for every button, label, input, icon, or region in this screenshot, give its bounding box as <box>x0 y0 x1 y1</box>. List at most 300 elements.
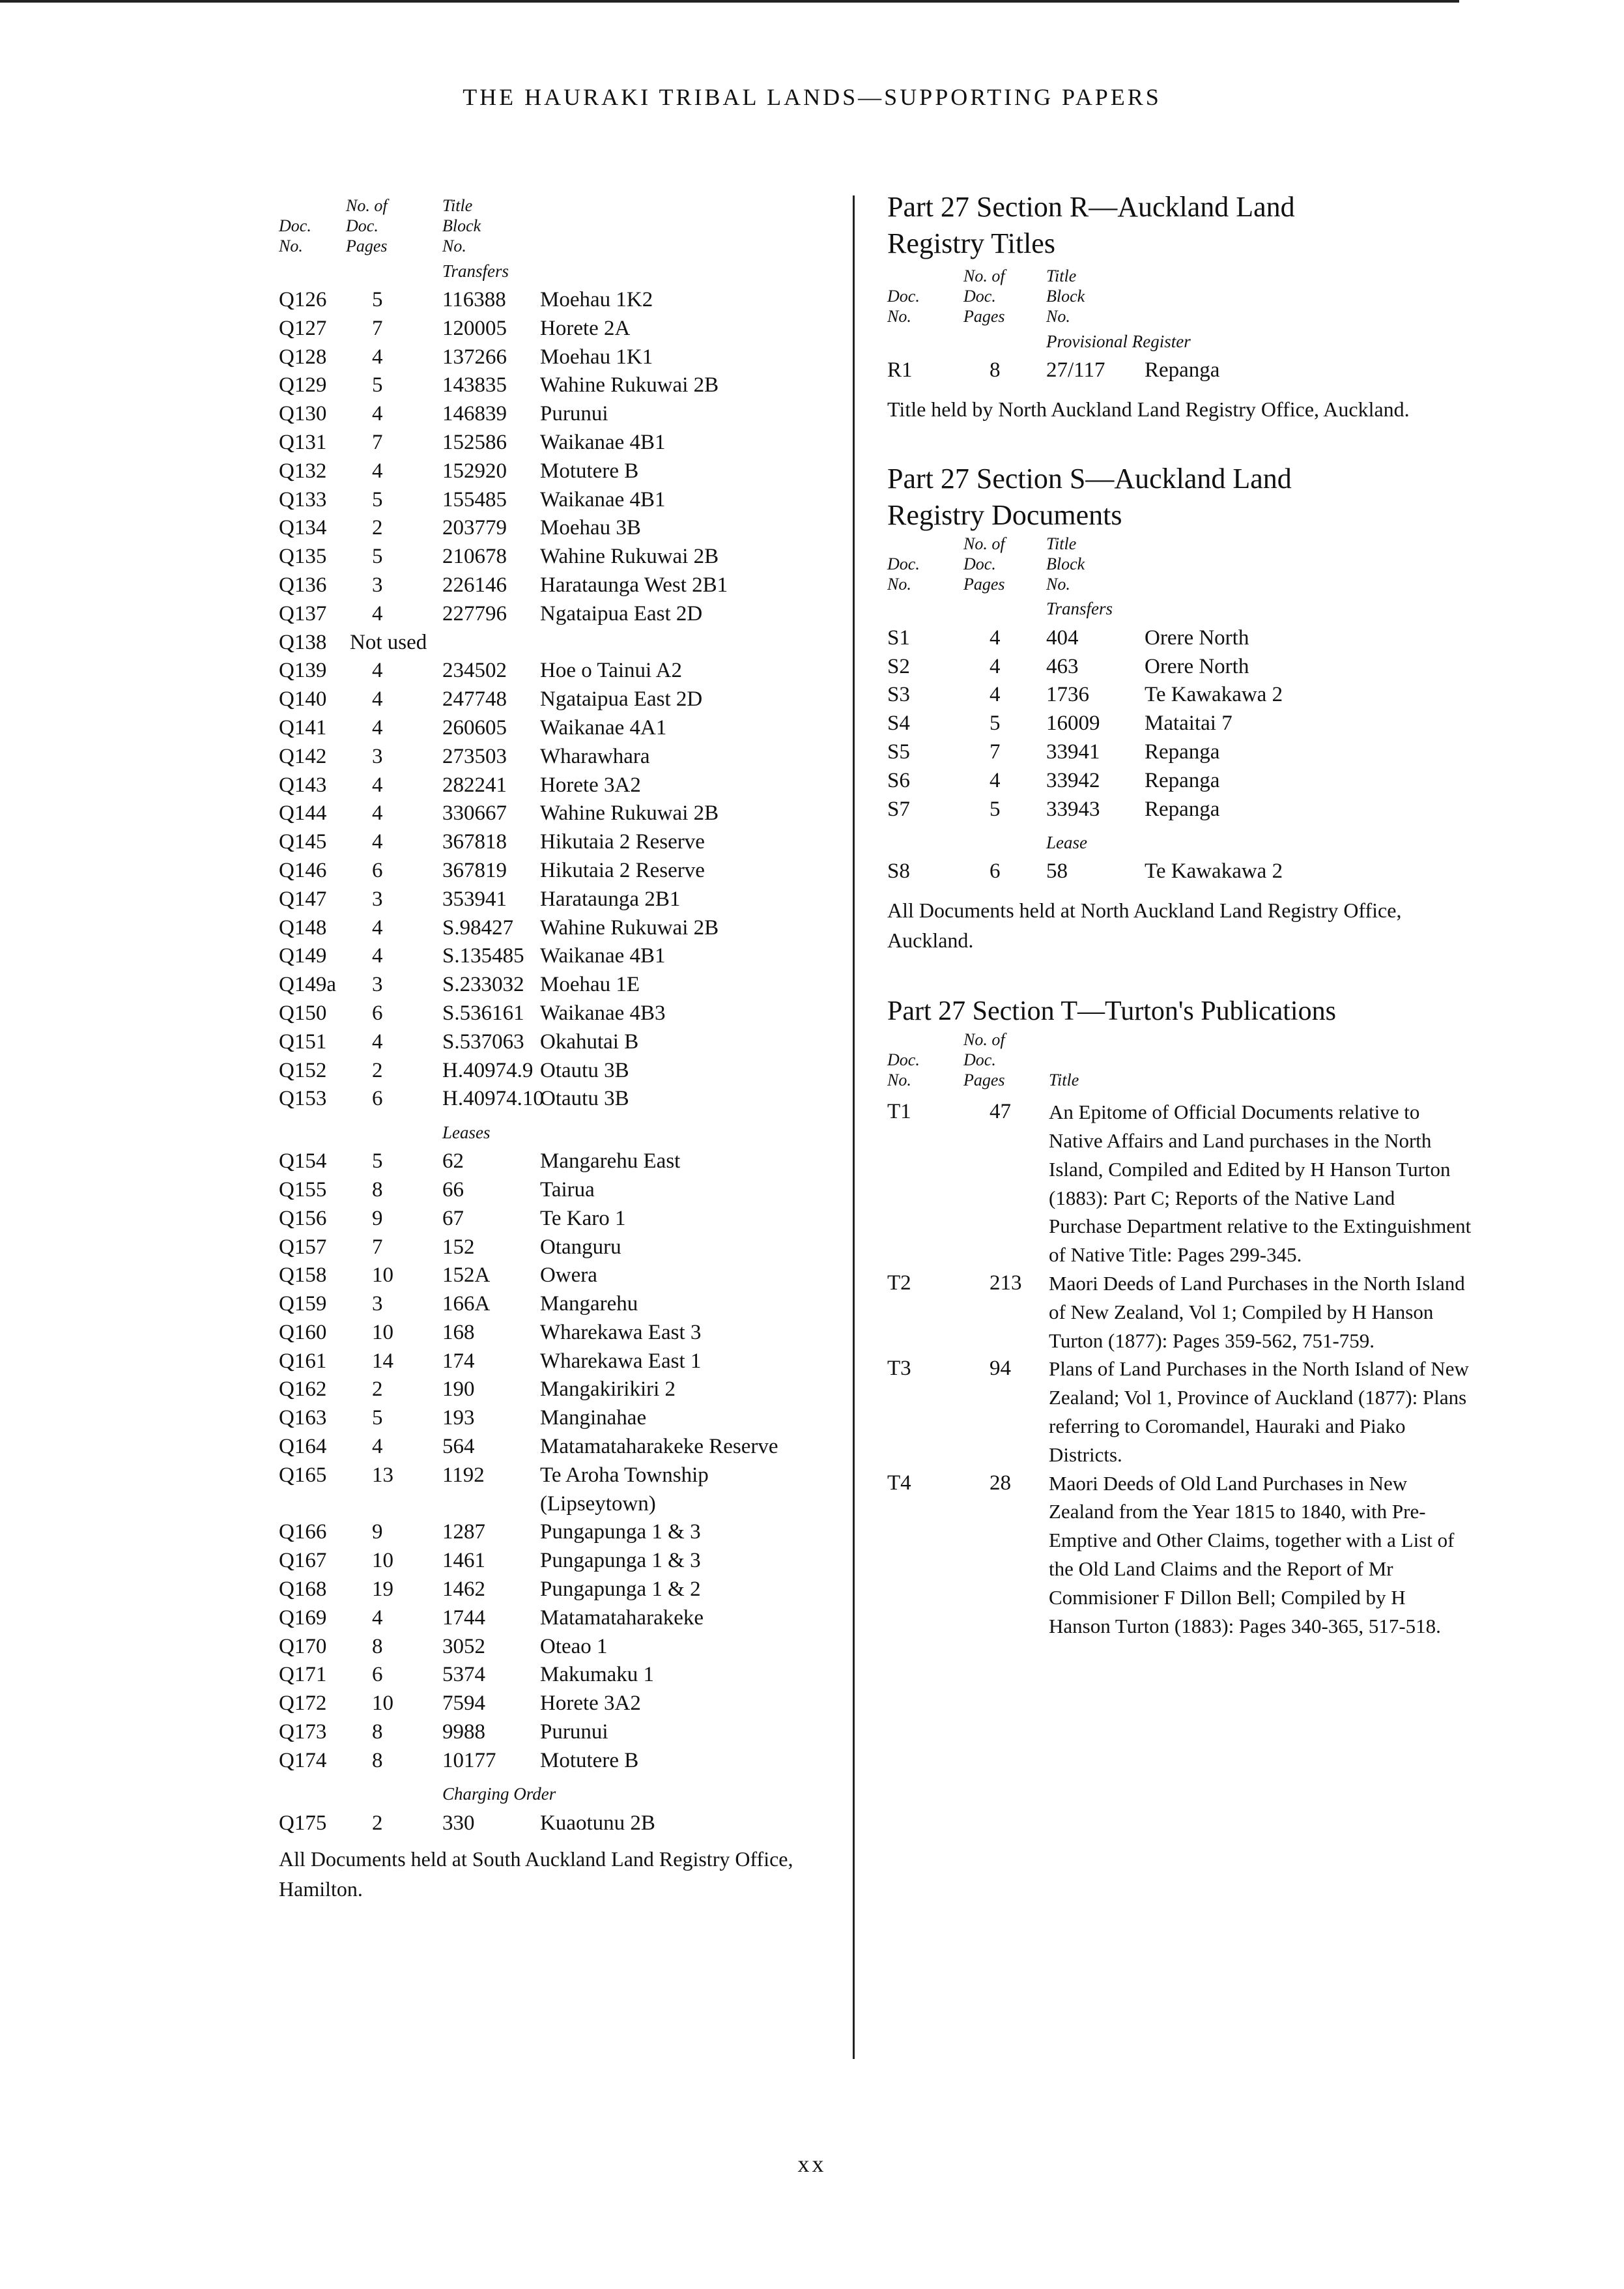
doc-pages: 3 <box>372 887 383 911</box>
s-header-doc-no: Doc. No. <box>887 554 920 594</box>
doc-no: R1 <box>887 358 913 382</box>
doc-no: Q159 <box>279 1292 327 1316</box>
doc-no: Q173 <box>279 1720 327 1744</box>
publication-title: An Epitome of Official Documents relative to Native Affairs and Land purchases in the North Island, Compiled and Edited by H Hanson Turton (1883): Part C; Reports of the Native Land Purchase Department relative to the Extinguishment of Native Title: Pages 299-345. <box>1049 1101 1472 1267</box>
table-row <box>279 1028 839 1057</box>
doc-pages: 4 <box>372 1435 383 1459</box>
doc-no: Q145 <box>279 830 327 854</box>
section-s-note: All Documents held at North Auckland Land Registry Office, Auckland. <box>887 899 1402 953</box>
doc-no: T1 <box>887 1100 911 1124</box>
doc-no: Q160 <box>279 1320 327 1344</box>
doc-no: Q143 <box>279 773 327 797</box>
doc-no: Q167 <box>279 1549 327 1573</box>
table-row <box>279 1518 839 1547</box>
doc-pages: 7 <box>372 1235 383 1259</box>
land-block-name: Moehau 1K1 <box>540 345 653 369</box>
table-row <box>279 1085 839 1114</box>
doc-no: S2 <box>887 654 910 678</box>
title-block-no: 282241 <box>442 773 507 797</box>
title-block-no: 193 <box>442 1406 475 1430</box>
doc-pages: 9 <box>372 1206 383 1230</box>
t-header-pages: No. of Doc. Pages <box>963 1030 1005 1090</box>
land-block-name: Horete 3A2 <box>540 773 641 797</box>
land-block-name: Matamataharakeke Reserve <box>540 1435 778 1459</box>
doc-pages: 28 <box>990 1471 1011 1495</box>
table-row <box>279 1319 839 1347</box>
right-column <box>887 189 1474 1640</box>
doc-pages: 4 <box>372 801 383 826</box>
title-block-no: 33943 <box>1046 797 1100 821</box>
doc-no: Q144 <box>279 801 327 826</box>
doc-no: Q140 <box>279 687 327 712</box>
table-row <box>279 600 839 629</box>
doc-no: S7 <box>887 797 910 821</box>
title-block-no: 168 <box>442 1320 475 1344</box>
table-row <box>279 1547 839 1576</box>
title-block-no: 166A <box>442 1292 491 1316</box>
doc-no: Q157 <box>279 1235 327 1259</box>
title-block-no: 58 <box>1046 859 1068 884</box>
land-block-name: Motutere B <box>540 1748 639 1772</box>
title-block-no: 227796 <box>442 601 507 626</box>
doc-no: Q164 <box>279 1435 327 1459</box>
section-r-note: Title held by North Auckland Land Registry Office, Auckland. <box>887 397 1410 421</box>
title-block-no: 7594 <box>442 1692 485 1716</box>
land-block-name: Te Kawakawa 2 <box>1145 683 1283 707</box>
doc-no: Q170 <box>279 1634 327 1658</box>
doc-pages: 7 <box>990 740 1001 764</box>
doc-pages: 2 <box>372 516 383 540</box>
table-row <box>279 1661 839 1690</box>
doc-pages: 2 <box>372 1811 383 1835</box>
doc-pages: 10 <box>372 1549 393 1573</box>
doc-no: S3 <box>887 683 910 707</box>
title-block-no: 116388 <box>442 288 506 311</box>
table-row <box>279 571 839 600</box>
doc-no: Q153 <box>279 1087 327 1111</box>
land-block-name: Waikanae 4B1 <box>540 487 666 511</box>
left-note: All Documents held at South Auckland Land Registry Office, Hamilton. <box>279 1847 793 1901</box>
land-block-name: Repanga <box>1145 740 1220 764</box>
doc-pages: 8 <box>372 1720 383 1744</box>
publication-title: Plans of Land Purchases in the North Island of New Zealand; Vol 1, Province of Auckland (1877): Plans referring to Coromandel, Hauraki and Piako Districts. <box>1049 1357 1469 1466</box>
section-r-header <box>887 266 1474 326</box>
land-block-name: Owera <box>540 1263 597 1288</box>
table-row <box>887 710 1474 738</box>
land-block-name: Te Karo 1 <box>540 1206 626 1230</box>
table-row <box>279 1461 839 1519</box>
land-block-name: Wharekawa East 3 <box>540 1320 702 1344</box>
doc-no: Q131 <box>279 430 327 454</box>
title-block-no: 190 <box>442 1377 475 1402</box>
land-block-name: Tairua <box>540 1177 595 1202</box>
column-divider <box>853 195 855 2059</box>
table-row <box>279 799 839 828</box>
table-row <box>887 624 1474 653</box>
land-block-name: Harataunga West 2B1 <box>540 573 728 597</box>
land-block-name: Purunui <box>540 402 608 426</box>
doc-no: Q136 <box>279 573 327 597</box>
title-block-no: H.40974.10 <box>442 1087 544 1111</box>
table-row <box>279 1176 839 1205</box>
table-row <box>279 486 839 515</box>
doc-pages: 4 <box>372 944 383 968</box>
table-row <box>279 885 839 914</box>
table-row <box>279 1147 839 1176</box>
land-block-name: Ngataipua East 2D <box>540 687 703 712</box>
land-block-name: Wahine Rukuwai 2B <box>540 545 719 569</box>
doc-no: Q134 <box>279 516 327 540</box>
doc-no: Q174 <box>279 1748 327 1772</box>
subheading-transfers: Transfers <box>442 261 509 281</box>
doc-no: T2 <box>887 1271 911 1295</box>
land-block-name: Repanga <box>1145 358 1220 382</box>
title-block-no: 234502 <box>442 659 507 683</box>
left-leases-list <box>279 1147 839 1776</box>
doc-pages: 4 <box>372 1605 383 1630</box>
title-block-no: 367819 <box>442 858 507 882</box>
doc-no: Q154 <box>279 1149 327 1173</box>
doc-no: Q148 <box>279 915 327 940</box>
title-block-no: 152920 <box>442 459 507 483</box>
title-block-no: 404 <box>1046 626 1079 650</box>
title-block-no: 33941 <box>1046 740 1100 764</box>
doc-pages: 13 <box>372 1463 393 1487</box>
land-block-name: Pungapunga 1 & 3 <box>540 1520 701 1544</box>
title-block-no: 5374 <box>442 1663 485 1687</box>
doc-pages: 4 <box>372 1029 383 1054</box>
table-row <box>279 1347 839 1376</box>
doc-no: Q126 <box>279 288 327 311</box>
doc-pages: 4 <box>372 715 383 740</box>
land-block-name: Horete 3A2 <box>540 1692 641 1716</box>
doc-no: Q127 <box>279 316 327 340</box>
land-block-name: Wahine Rukuwai 2B <box>540 801 719 826</box>
table-row <box>887 767 1474 796</box>
doc-pages: 94 <box>990 1357 1011 1381</box>
title-block-no: 152A <box>442 1263 491 1288</box>
title-block-no: 143835 <box>442 373 507 397</box>
table-row <box>279 942 839 971</box>
doc-pages: 4 <box>990 626 1001 650</box>
table-row <box>279 1233 839 1262</box>
title-block-no: 9988 <box>442 1720 485 1744</box>
table-row <box>887 857 1474 886</box>
doc-pages: 4 <box>372 830 383 854</box>
table-row <box>279 1747 839 1776</box>
doc-pages: Not used <box>350 630 427 654</box>
table-row <box>279 714 839 743</box>
title-block-no: 330 <box>442 1811 475 1835</box>
doc-pages: 9 <box>372 1520 383 1544</box>
land-block-name: Waikanae 4A1 <box>540 715 667 740</box>
table-row <box>279 1690 839 1718</box>
subheading-leases: Leases <box>442 1122 491 1142</box>
table-row <box>279 1718 839 1747</box>
table-row <box>279 286 839 315</box>
land-block-name: Pungapunga 1 & 3 <box>540 1549 701 1573</box>
title-block-no: 152 <box>442 1235 475 1259</box>
land-block-name: Mataitai 7 <box>1145 712 1232 736</box>
land-block-name: Otautu 3B <box>540 1058 629 1082</box>
section-r-list <box>887 356 1474 385</box>
publication-row <box>887 1469 1474 1641</box>
doc-no: Q175 <box>279 1811 327 1835</box>
land-block-name: Orere North <box>1145 654 1249 678</box>
land-block-name: Okahutai B <box>540 1029 639 1054</box>
doc-no: Q129 <box>279 373 327 397</box>
left-table-header <box>279 195 839 256</box>
title-block-no: 3052 <box>442 1634 485 1658</box>
table-row <box>279 543 839 571</box>
title-block-no: 16009 <box>1046 712 1100 736</box>
doc-no: Q147 <box>279 887 327 911</box>
land-block-name: Hikutaia 2 Reserve <box>540 830 705 854</box>
doc-no: Q141 <box>279 715 327 740</box>
land-block-name: Waikanae 4B3 <box>540 1001 666 1025</box>
subheading-provisional-register: Provisional Register <box>1046 331 1191 351</box>
doc-no: Q165 <box>279 1463 327 1487</box>
doc-pages: 8 <box>372 1634 383 1658</box>
table-row <box>279 1576 839 1604</box>
doc-pages: 6 <box>372 1087 383 1111</box>
title-block-no: 62 <box>442 1149 464 1173</box>
section-s-transfers-list <box>887 624 1474 824</box>
title-block-no: 260605 <box>442 715 507 740</box>
table-row <box>279 343 839 372</box>
table-row <box>279 1290 839 1319</box>
doc-pages: 8 <box>372 1748 383 1772</box>
doc-pages: 3 <box>372 1292 383 1316</box>
land-block-name: Repanga <box>1145 768 1220 792</box>
doc-pages: 5 <box>372 1149 383 1173</box>
table-row <box>279 457 839 486</box>
land-block-name: Te Kawakawa 2 <box>1145 859 1283 884</box>
doc-no: Q139 <box>279 659 327 683</box>
doc-pages: 10 <box>372 1320 393 1344</box>
doc-pages: 14 <box>372 1349 393 1373</box>
land-block-name: Hoe o Tainui A2 <box>540 659 682 683</box>
doc-no: T4 <box>887 1471 911 1495</box>
doc-pages: 5 <box>372 1406 383 1430</box>
doc-no: S5 <box>887 740 910 764</box>
title-block-no: 367818 <box>442 830 507 854</box>
r-header-pages: No. of Doc. Pages <box>963 266 1005 326</box>
doc-pages: 4 <box>990 654 1001 678</box>
doc-no: Q172 <box>279 1692 327 1716</box>
table-row <box>279 629 839 657</box>
table-row <box>279 1433 839 1461</box>
publication-row <box>887 1098 1474 1269</box>
land-block-name: Ngataipua East 2D <box>540 601 703 626</box>
section-t-list <box>887 1098 1474 1640</box>
table-row <box>279 971 839 1000</box>
title-block-no: S.537063 <box>442 1029 524 1054</box>
land-block-name: Motutere B <box>540 459 639 483</box>
header-doc-pages: No. of Doc. Pages <box>346 196 388 255</box>
left-column <box>279 195 839 1904</box>
table-row <box>279 1000 839 1028</box>
land-block-name: Otanguru <box>540 1235 621 1259</box>
title-block-no: 174 <box>442 1349 475 1373</box>
doc-pages: 5 <box>372 487 383 511</box>
doc-no: Q137 <box>279 601 327 626</box>
title-block-no: 137266 <box>442 345 507 369</box>
s-header-title-block: Title Block No. <box>1046 534 1085 594</box>
publication-title: Maori Deeds of Land Purchases in the North Island of New Zealand, Vol 1; Compiled by H Hanson Turton (1877): Pages 359-562, 751-759. <box>1049 1271 1465 1352</box>
doc-pages: 4 <box>372 659 383 683</box>
land-block-name: Mangarehu East <box>540 1149 681 1173</box>
title-block-no: 226146 <box>442 573 507 597</box>
doc-no: Q171 <box>279 1663 327 1687</box>
doc-no: Q142 <box>279 744 327 768</box>
title-block-no: 210678 <box>442 545 507 569</box>
doc-no: Q130 <box>279 402 327 426</box>
doc-pages: 10 <box>372 1263 393 1288</box>
title-block-no: 203779 <box>442 516 507 540</box>
land-block-name: Manginahae <box>540 1406 647 1430</box>
table-row <box>279 371 839 400</box>
r-header-title-block: Title Block No. <box>1046 266 1085 326</box>
title-block-no: 66 <box>442 1177 464 1202</box>
title-block-no: 1287 <box>442 1520 485 1544</box>
left-charging-list <box>279 1809 839 1838</box>
doc-pages: 8 <box>372 1177 383 1202</box>
land-block-name: Mangakirikiri 2 <box>540 1377 676 1402</box>
table-row <box>279 857 839 885</box>
title-block-no: 146839 <box>442 402 507 426</box>
doc-pages: 4 <box>372 773 383 797</box>
title-block-no: S.98427 <box>442 915 514 940</box>
section-t-header <box>887 1029 1474 1090</box>
doc-pages: 6 <box>372 1663 383 1687</box>
section-s-header <box>887 534 1474 594</box>
doc-pages: 4 <box>372 402 383 426</box>
title-block-no: 1736 <box>1046 683 1089 707</box>
land-block-name: Matamataharakeke <box>540 1605 704 1630</box>
table-row <box>279 1261 839 1290</box>
publication-row <box>887 1355 1474 1469</box>
subheading-s-lease: Lease <box>1046 832 1087 852</box>
doc-pages: 4 <box>990 768 1001 792</box>
doc-pages: 47 <box>990 1100 1011 1124</box>
r-header-doc-no: Doc. No. <box>887 287 920 326</box>
doc-no: Q152 <box>279 1058 327 1082</box>
table-row <box>279 315 839 343</box>
subheading-charging-order: Charging Order <box>442 1784 556 1804</box>
doc-no: S1 <box>887 626 910 650</box>
table-row <box>279 400 839 429</box>
land-block-name: Wharekawa East 1 <box>540 1349 702 1373</box>
doc-pages: 7 <box>372 316 383 340</box>
doc-no: S4 <box>887 712 910 736</box>
table-row <box>279 1404 839 1433</box>
doc-no: Q138 <box>279 630 327 654</box>
publication-title: Maori Deeds of Old Land Purchases in New Zealand from the Year 1815 to 1840, with Pre-Emptive and Other Claims, together with a List of the Old Land Claims and the Report of Mr Commisioner F Dillon Bell; Compiled by H Hanson Turton (1883): Pages 340-365, 517-518. <box>1049 1471 1455 1637</box>
doc-pages: 7 <box>372 430 383 454</box>
table-row <box>887 738 1474 767</box>
running-head: THE HAURAKI TRIBAL LANDS—SUPPORTING PAPERS <box>463 84 1161 110</box>
header-doc-no: Doc. No. <box>279 216 311 255</box>
doc-no: Q128 <box>279 345 327 369</box>
doc-pages: 4 <box>372 915 383 940</box>
doc-pages: 8 <box>990 358 1001 382</box>
doc-no: Q151 <box>279 1029 327 1054</box>
title-block-no: H.40974.9 <box>442 1058 534 1082</box>
doc-no: Q161 <box>279 1349 327 1373</box>
doc-pages: 6 <box>372 858 383 882</box>
doc-pages: 4 <box>372 601 383 626</box>
land-block-name: Wahine Rukuwai 2B <box>540 373 719 397</box>
doc-pages: 5 <box>990 797 1001 821</box>
land-block-name: Hikutaia 2 Reserve <box>540 858 705 882</box>
top-rule <box>0 0 1459 3</box>
title-block-no: 330667 <box>442 801 507 826</box>
table-row <box>279 657 839 685</box>
doc-pages: 10 <box>372 1692 393 1716</box>
table-row <box>279 1809 839 1838</box>
land-block-name: Orere North <box>1145 626 1249 650</box>
doc-no: Q133 <box>279 487 327 511</box>
left-transfers-list <box>279 286 839 1114</box>
doc-pages: 3 <box>372 573 383 597</box>
table-row <box>279 1375 839 1404</box>
title-block-no: 27/117 <box>1046 358 1105 382</box>
table-row <box>279 771 839 800</box>
doc-pages: 19 <box>372 1577 393 1602</box>
title-block-no: 273503 <box>442 744 507 768</box>
title-block-no: 1462 <box>442 1577 485 1602</box>
doc-pages: 3 <box>372 744 383 768</box>
doc-pages: 213 <box>990 1271 1022 1295</box>
doc-no: Q169 <box>279 1605 327 1630</box>
land-block-name: Wharawhara <box>540 744 650 768</box>
t-header-title: Title <box>1049 1071 1079 1090</box>
doc-no: Q150 <box>279 1001 327 1025</box>
section-r-title: Part 27 Section R—Auckland Land Registry Titles <box>887 191 1295 259</box>
doc-no: Q135 <box>279 545 327 569</box>
land-block-name: Wahine Rukuwai 2B <box>540 915 719 940</box>
doc-pages: 5 <box>990 712 1001 736</box>
doc-pages: 4 <box>372 687 383 712</box>
title-block-no: 155485 <box>442 487 507 511</box>
table-row <box>887 653 1474 682</box>
doc-no: Q168 <box>279 1577 327 1602</box>
land-block-name: Purunui <box>540 1720 608 1744</box>
doc-no: Q166 <box>279 1520 327 1544</box>
land-block-name: Harataunga 2B1 <box>540 887 681 911</box>
doc-no: Q158 <box>279 1263 327 1288</box>
land-block-name: Mangarehu <box>540 1292 638 1316</box>
publication-row <box>887 1269 1474 1355</box>
doc-pages: 3 <box>372 973 383 997</box>
header-title-block: Title Block No. <box>442 196 481 255</box>
doc-no: Q155 <box>279 1177 327 1202</box>
doc-no: Q132 <box>279 459 327 483</box>
title-block-no: S.536161 <box>442 1001 524 1025</box>
title-block-no: 1461 <box>442 1549 485 1573</box>
table-row <box>887 796 1474 824</box>
table-row <box>279 685 839 714</box>
title-block-no: 463 <box>1046 654 1079 678</box>
doc-pages: 6 <box>990 859 1001 884</box>
section-s-title: Part 27 Section S—Auckland Land Registry Documents <box>887 462 1292 531</box>
doc-pages: 5 <box>372 288 383 311</box>
land-block-name: Moehau 1K2 <box>540 288 653 311</box>
title-block-no: 33942 <box>1046 768 1100 792</box>
title-block-no: 1744 <box>442 1605 485 1630</box>
table-row <box>887 681 1474 710</box>
